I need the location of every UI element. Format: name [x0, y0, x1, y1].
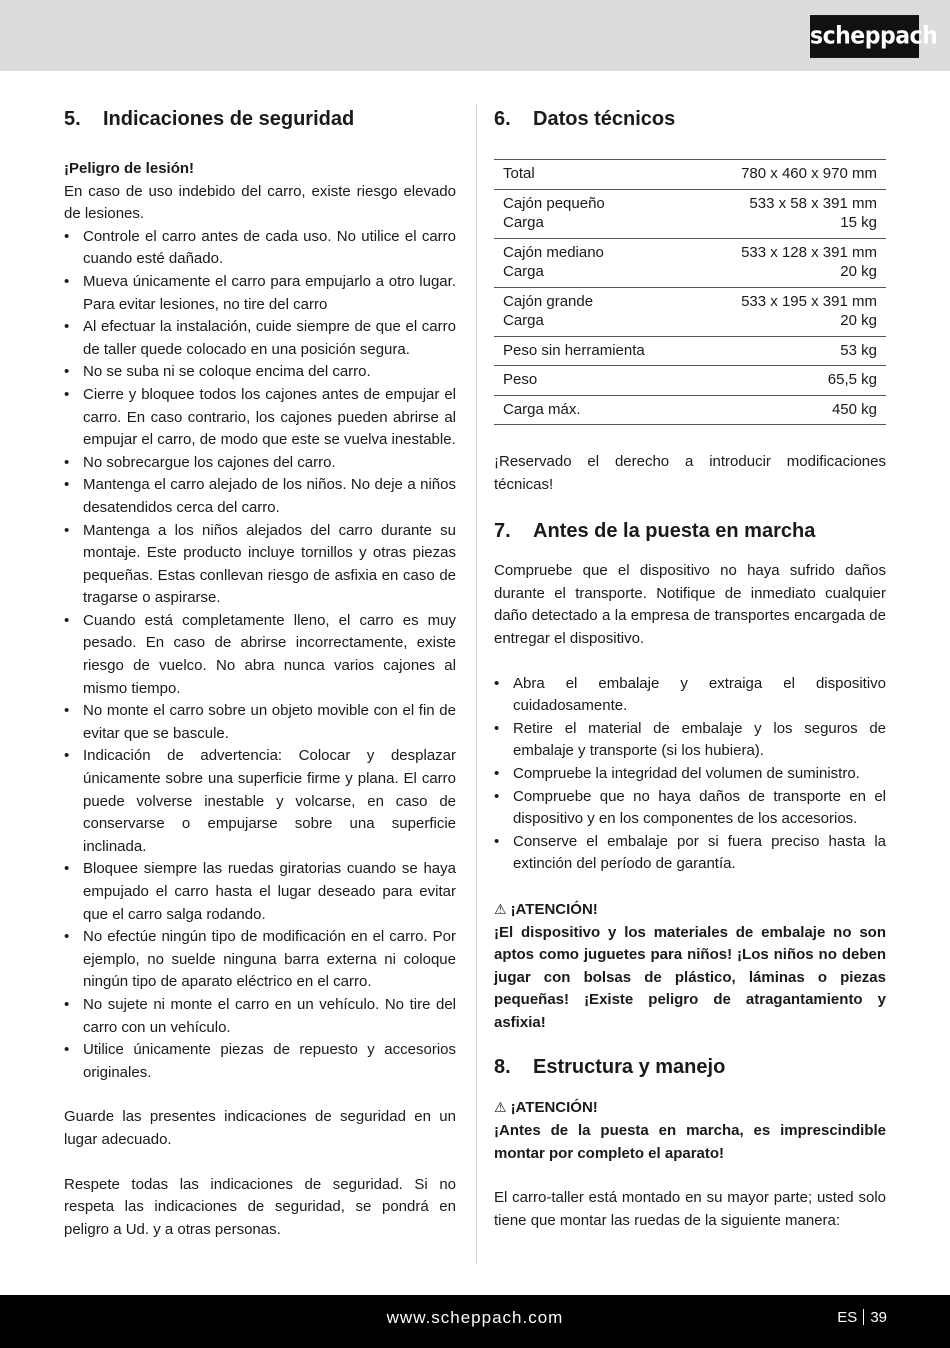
spec-value: 533 x 58 x 391 mm 15 kg [749, 194, 877, 231]
spec-value: 533 x 195 x 391 mm 20 kg [741, 292, 877, 329]
modification-note: ¡Reservado el derecho a introducir modificaciones técnicas! [494, 453, 886, 493]
right-column [494, 104, 886, 1232]
table-row [494, 395, 886, 425]
transport-check-text: Compruebe que el dispositivo no haya sufrido daños durante el transporte. Notifique de inmediato cualquier daño detectado a la empresa de transportes encargada de entregar el dispositivo. [494, 562, 886, 647]
spec-label: Peso sin herramienta [503, 341, 645, 359]
left-column [64, 104, 456, 1241]
table-row [494, 189, 886, 238]
list-item: • Compruebe la integridad del volumen de suministro. [494, 763, 886, 786]
list-item: • Cierre y bloquee todos los cajones antes de empujar el carro. En caso contrario, los cajones pueden abrirse al empujar el carro, de modo que este se vuelva inestable. [64, 384, 456, 452]
list-item: • Conserve el embalaje por si fuera preciso hasta la extinción del período de garantía. [494, 831, 886, 876]
section-number: 6. [494, 108, 511, 130]
section-number: 8. [494, 1056, 511, 1079]
attention-text: ¡El dispositivo y los materiales de embalaje no son aptos como juguetes para niños! ¡Los niños no deben jugar con bolsas de plástico, láminas o piezas pequeñas! ¡Existe peligro de atragantamiento y asfixia! [494, 923, 886, 1031]
respect-instructions: Respete todas las indicaciones de seguridad. Si no respeta las indicaciones de seguridad, se pondrá en peligro a Ud. y a otras personas. [64, 1175, 456, 1238]
spec-label: Total [503, 165, 535, 182]
separator [863, 1309, 864, 1325]
attention-heading: ⚠ ¡ATENCIÓN! [494, 1099, 598, 1117]
column-divider [476, 104, 477, 1264]
unpacking-list [494, 673, 886, 876]
section-number: 7. [494, 520, 511, 543]
table-row [494, 336, 886, 366]
list-item: • Al efectuar la instalación, cuide siempre de que el carro de taller quede colocado en una posición segura. [64, 316, 456, 361]
list-item: • Mantenga el carro alejado de los niños. No deje a niños desatendidos cerca del carro. [64, 474, 456, 519]
assembly-text: El carro-taller está montado en su mayor parte; usted solo tiene que montar las ruedas de la siguiente manera: [494, 1189, 886, 1229]
list-item: • Cuando está completamente lleno, el carro es muy pesado. En caso de abrirse incorrectamente, existe riesgo de vuelco. No abra nunca varios cajones al mismo tiempo. [64, 610, 456, 700]
spec-label: Cajón mediano Carga [503, 243, 604, 280]
spec-label: Cajón pequeño Carga [503, 194, 605, 231]
section-5-heading [64, 104, 456, 134]
table-row [494, 366, 886, 396]
list-item: • Mueva únicamente el carro para empujarlo a otro lugar. Para evitar lesiones, no tire del carro [64, 271, 456, 316]
spec-value: 780 x 460 x 970 mm [741, 165, 877, 182]
danger-label: ¡Peligro de lesión! [64, 160, 195, 177]
section-title: Indicaciones de seguridad [103, 108, 355, 130]
list-item: • Retire el material de embalaje y los seguros de embalaje y transporte (si los hubiera). [494, 718, 886, 763]
keep-instructions: Guarde las presentes indicaciones de seguridad en un lugar adecuado. [64, 1108, 456, 1148]
spec-value: 450 kg [831, 400, 877, 418]
list-item: • Utilice únicamente piezas de repuesto y accesorios originales. [64, 1039, 456, 1084]
spec-value: 65,5 kg [827, 371, 877, 388]
language-code: ES [837, 1309, 858, 1326]
list-item: • Abra el embalaje y extraiga el dispositivo cuidadosamente. [494, 673, 886, 718]
spec-label: Carga máx. [503, 400, 581, 418]
table-row [494, 287, 886, 336]
spec-label: Cajón grande Carga [503, 292, 594, 329]
page-indicator [837, 1295, 887, 1341]
header-bar [0, 0, 950, 71]
page-number: 39 [870, 1309, 887, 1326]
danger-intro: En caso de uso indebido del carro, existe riesgo elevado de lesiones. [64, 182, 456, 223]
list-item: • Indicación de advertencia: Colocar y desplazar únicamente sobre una superficie firme y plana. El carro puede volverse inestable y volcarse, en caso de conservarse o empujarse sobre una superficie inclinada. [64, 745, 456, 858]
list-item: • No sobrecargue los cajones del carro. [64, 452, 456, 475]
section-title: Estructura y manejo [533, 1056, 726, 1079]
section-8-heading [494, 1052, 886, 1082]
list-item: • No efectúe ningún tipo de modificación en el carro. Por ejemplo, no suelde ninguna barra externa ni coloque ningún tipo de aparato eléctrico en el carro. [64, 926, 456, 994]
scheppach-logo: scheppach [810, 15, 919, 58]
list-item: • Mantenga a los niños alejados del carro durante su montaje. Este producto incluye tornillos y otras piezas pequeñas. Estas conllevan riesgo de asfixia en caso de tragarse o aspirarse. [64, 520, 456, 610]
list-item: • No sujete ni monte el carro en un vehículo. No tire del carro con un vehículo. [64, 994, 456, 1039]
attention-text: ¡Antes de la puesta en marcha, es imprescindible montar por completo el aparato! [494, 1122, 886, 1162]
section-number: 5. [64, 108, 81, 130]
section-title: Datos técnicos [533, 108, 676, 130]
list-item: • No se suba ni se coloque encima del carro. [64, 361, 456, 384]
website-link[interactable]: www.scheppach.com [386, 1308, 564, 1327]
section-title: Antes de la puesta en marcha [533, 520, 816, 543]
list-item: • Compruebe que no haya daños de transporte en el dispositivo y en los componentes de los accesorios. [494, 786, 886, 831]
footer-bar [0, 1295, 950, 1348]
list-item: • Bloquee siempre las ruedas giratorias cuando se haya empujado el carro hasta el lugar deseado para evitar que el carro salga rodando. [64, 858, 456, 926]
safety-list [64, 226, 456, 1085]
table-row [494, 238, 886, 287]
spec-label: Peso [503, 371, 538, 388]
list-item: • Controle el carro antes de cada uso. No utilice el carro cuando esté dañado. [64, 226, 456, 271]
table-row [494, 160, 886, 190]
spec-value: 53 kg [840, 341, 877, 359]
warning-triangle-icon: ⚠ [494, 900, 507, 917]
section-7-heading [494, 516, 886, 546]
technical-data-table [494, 159, 886, 425]
spec-value: 533 x 128 x 391 mm 20 kg [741, 243, 877, 280]
list-item: • No monte el carro sobre un objeto movible con el fin de evitar que se bascule. [64, 700, 456, 745]
attention-heading: ⚠ ¡ATENCIÓN! [494, 900, 598, 918]
section-6-heading [494, 104, 886, 134]
warning-triangle-icon: ⚠ [494, 1099, 507, 1116]
